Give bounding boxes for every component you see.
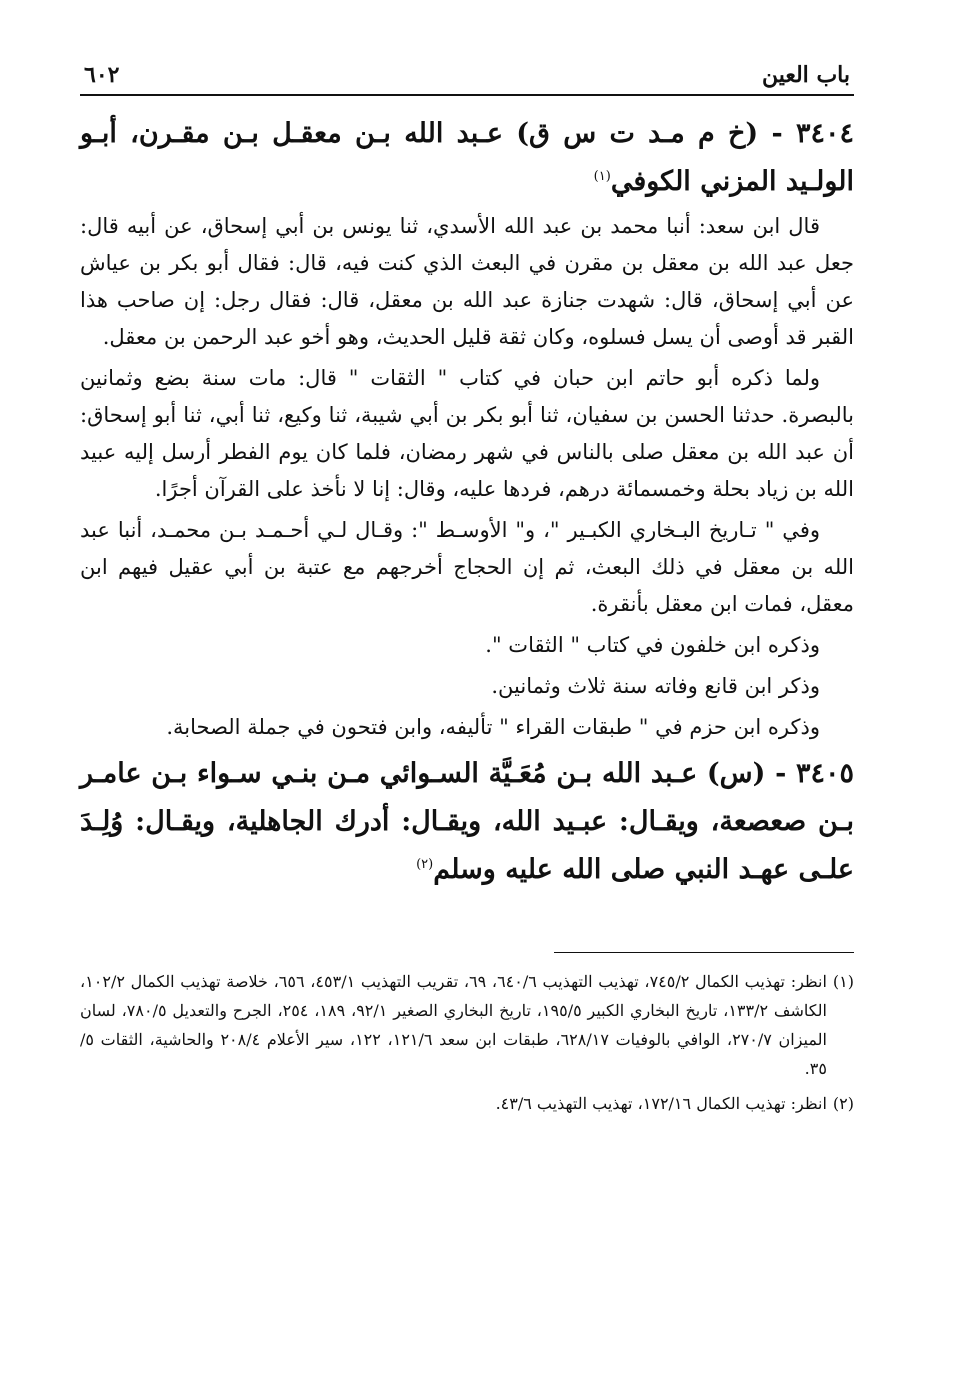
footnote-number: (٢) — [832, 1094, 854, 1113]
footnotes — [80, 967, 854, 1118]
footnote-1 — [80, 967, 854, 1083]
book-page — [80, 54, 854, 1124]
entry-heading-text: ٣٤٠٤ - (خ م مـد ت س ق) عـبد الله بـن معقـل بـن مقـرن، أبـو الولـيد المزني الكوفي — [80, 118, 854, 197]
footnote-ref-2[interactable]: (٢) — [416, 857, 434, 872]
running-header — [80, 54, 854, 96]
footnote-text: انظر: تهذيب الكمال ٧٤٥/٢، تهذيب التهذيب ٦٤٠/٦، ٦٩، تقريب التهذيب ٤٥٣/١، ٦٥٦، خلاصة تهذيب الكمال ١٠٢/٢، الكاشف ١٣٣/٢، تاريخ البخاري الكبير ١٩٥/٥، تاريخ البخاري الصغير ٩٢/١، ١٨٩، ٢٥٤، الجرح والتعديل ٧٨٠/٥، لسان الميزان ٢٧٠/٧، الوافي بالوفيات ٦٢٨/١٧، طبقات ابن سعد ١٢١/٦، ١٢٢، سير الأعلام ٢٠٨/٤ والحاشية، الثقات ٥/ ٣٥. — [80, 972, 827, 1078]
paragraph-ibn-hazm: وذكره ابن حزم في " طبقات القراء " تأليفه، وابن فتحون في جملة الصحابة. — [166, 715, 820, 739]
entry-heading-3405 — [80, 750, 854, 894]
paragraph-ibn-qani: وذكر ابن قانع وفاته سنة ثلاث وثمانين. — [491, 674, 820, 698]
paragraph-ibn-saad: قال ابن سعد: أنبا محمد بن عبد الله الأسدي، ثنا يونس بن أبي إسحاق، عن أبيه قال: جعل عبد الله بن معقل بن مقرن في البعث الذي كنت فيه، قال: فقال أبو بكر بن عياش عن أبي إسحاق، قال: شهدت جنازة عبد الله بن معقل، قال: فقال رجل: إن صاحب هذا القبر قد أوصى أن يسل فسلوه، وكان ثقة قليل الحديث، وهو أخو عبد الرحمن بن معقل. — [80, 214, 854, 349]
paragraph-ibn-khalfun: وذكره ابن خلفون في كتاب " الثقات ". — [485, 633, 820, 657]
footnote-number: (١) — [832, 972, 854, 991]
entry-heading-3404 — [80, 110, 854, 206]
footnote-text: انظر: تهذيب الكمال ١٧٢/١٦، تهذيب التهذيب ٤٣/٦. — [495, 1094, 827, 1113]
footnote-ref-1[interactable]: (١) — [593, 169, 611, 184]
footnote-2 — [80, 1089, 854, 1118]
paragraph-bukhari: وفي " تـاريخ البـخاري الكبـير "، و" الأوسـط ": وقـال لـي أحـمـد بـن محمـد، أنبا عبد الله بن معقل في ذلك البعث، ثم إن الحجاج أخرجهم مع عتبة بن أبي عقيل فيهم ابن معقل، فمات ابن معقل بأنقرة. — [80, 518, 854, 616]
entry-heading-text: ٣٤٠٥ - (س) عـبد الله بـن مُعَـيَّة السـوائي مـن بنـي سـواء بـن عامـر بـن صعصعة، ويقـال: عبـيد الله، ويقـال: أدرك الجاهلية، ويقـال: وُلِـدَ علـى عهـد النبي صلى الله عليه وسلم — [80, 758, 854, 885]
section-title: باب العين — [761, 62, 850, 88]
footnote-separator — [554, 952, 854, 953]
page-number: ٦٠٢ — [84, 62, 120, 88]
paragraph-ibn-hibban: ولما ذكره أبو حاتم ابن حبان في كتاب " الثقات " قال: مات سنة بضع وثمانين بالبصرة. حدثنا الحسن بن سفيان، ثنا أبو بكر بن أبي شيبة، ثنا وكيع، ثنا أبي، ثنا أبو إسحاق: أن عبد الله بن معقل صلى بالناس في شهر رمضان، فلما كان يوم الفطر أرسل إليه عبيد الله بن زياد بحلة وخمسمائة درهم، فردها عليه، وقال: إنا لا نأخذ على القرآن أجرًا. — [80, 366, 854, 501]
